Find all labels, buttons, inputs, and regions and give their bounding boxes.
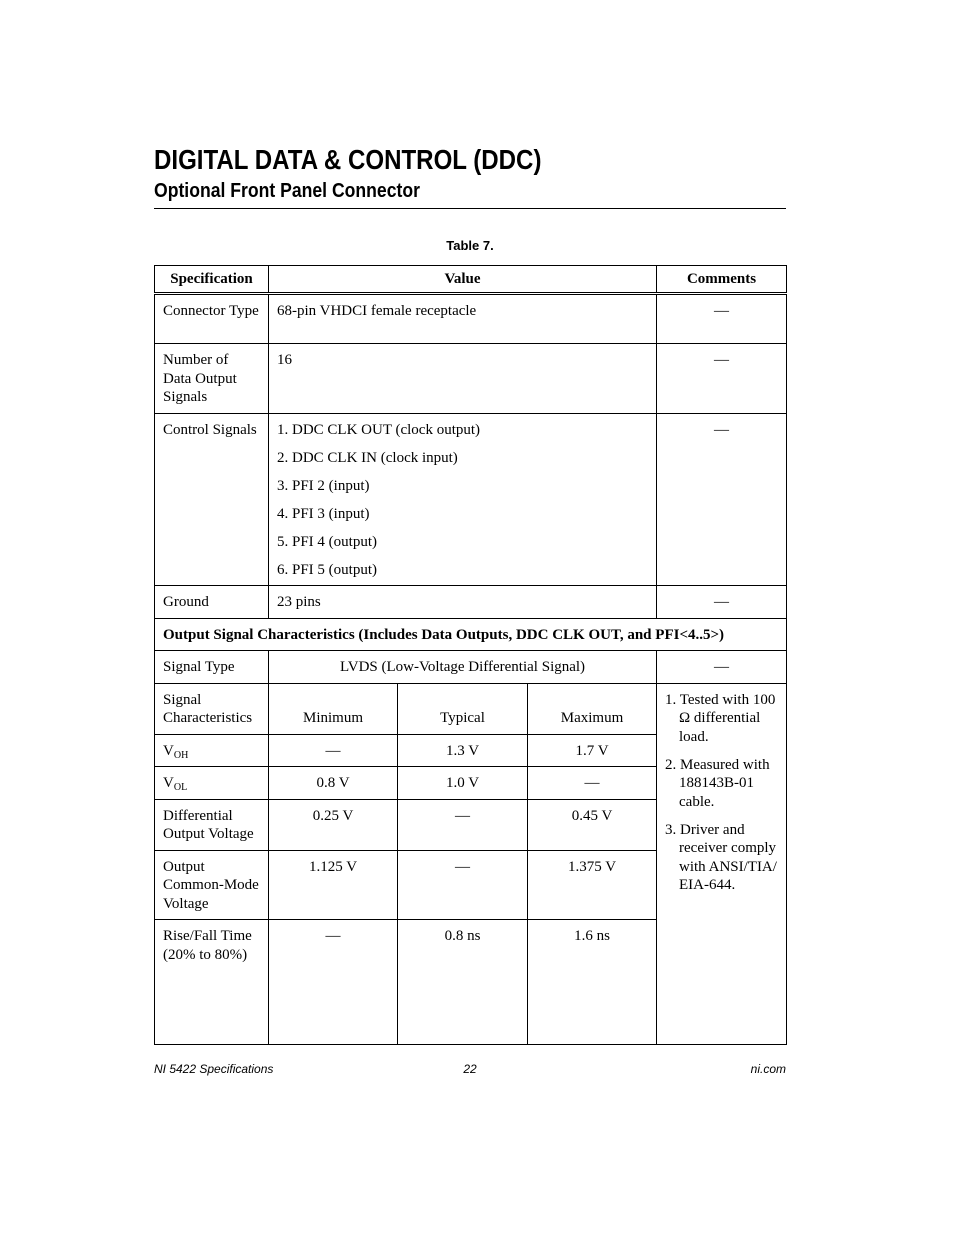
list-item: 4. PFI 3 (input) (277, 505, 370, 522)
value-cell: 16 (269, 344, 657, 414)
control-signals-list (277, 421, 648, 580)
column-header-specification: Specification (155, 266, 269, 294)
minimum-cell: — (269, 920, 398, 1045)
value-cell: 23 pins (269, 586, 657, 619)
list-item: 2. DDC CLK IN (clock input) (277, 449, 458, 466)
page-title: DIGITAL DATA & CONTROL (DDC) (154, 144, 542, 175)
specifications-table (154, 265, 787, 1045)
symbol-subscript: OL (173, 782, 188, 793)
table-row (155, 586, 787, 619)
typical-cell: 0.8 ns (398, 920, 528, 1045)
spec-cell: Connector Type (155, 294, 269, 344)
value-cell (269, 413, 657, 586)
spec-cell: Signal Characteristics (155, 683, 269, 734)
table-header-row (155, 266, 787, 294)
spec-cell: Number of Data Output Signals (155, 344, 269, 414)
column-header-value: Value (269, 266, 657, 294)
table-row (155, 683, 787, 734)
typical-cell: 1.3 V (398, 734, 528, 767)
minimum-cell: 0.25 V (269, 799, 398, 850)
table-row (155, 344, 787, 414)
table-row (155, 294, 787, 344)
title-divider (154, 208, 786, 209)
comment-cell: — (657, 344, 787, 414)
list-item: 6. PFI 5 (output) (277, 561, 378, 578)
table-caption: Table 7. (446, 238, 494, 253)
spec-cell: Differential Output Voltage (155, 799, 269, 850)
maximum-cell: 1.6 ns (528, 920, 657, 1045)
list-item: 2. Measured with 188143B-01 cable. (665, 756, 770, 810)
comments-list (665, 691, 778, 895)
comment-cell: — (657, 413, 787, 586)
list-item: 5. PFI 4 (output) (277, 533, 378, 550)
column-header-maximum: Maximum (528, 683, 657, 734)
footer-document-title: NI 5422 Specifications (154, 1062, 274, 1076)
comment-cell: — (657, 586, 787, 619)
list-item: 1. Tested with 100 Ω differential load. (665, 691, 776, 745)
column-header-typical: Typical (398, 683, 528, 734)
maximum-cell: 1.375 V (528, 850, 657, 920)
typical-cell: — (398, 799, 528, 850)
symbol-label: V (163, 775, 174, 791)
symbol-label: V (163, 742, 174, 759)
footer-page-number: 22 (463, 1062, 477, 1076)
value-cell: 68-pin VHDCI female receptacle (269, 294, 657, 344)
section-header-row (155, 618, 787, 651)
maximum-cell: — (528, 767, 657, 800)
spec-cell: Output Common-Mode Voltage (155, 850, 269, 920)
spec-cell (155, 734, 269, 767)
table-row (155, 651, 787, 684)
minimum-cell: 0.8 V (269, 767, 398, 800)
typical-cell: 1.0 V (398, 767, 528, 800)
spec-cell (155, 767, 269, 800)
footer-website: ni.com (750, 1062, 786, 1076)
spec-cell: Control Signals (155, 413, 269, 586)
list-item: 3. Driver and receiver comply with ANSI/TIA/ EIA-644. (665, 821, 777, 893)
symbol-subscript: OH (173, 749, 189, 761)
characteristics-comments-cell (657, 683, 787, 1045)
section-header: Output Signal Characteristics (Includes Data Outputs, DDC CLK OUT, and PFI<4..5>) (155, 618, 787, 651)
comment-cell: — (657, 294, 787, 344)
minimum-cell: — (269, 734, 398, 767)
spec-cell: Signal Type (155, 651, 269, 684)
list-item: 3. PFI 2 (input) (277, 477, 370, 494)
comment-cell: — (657, 651, 787, 684)
value-cell: LVDS (Low-Voltage Differential Signal) (269, 651, 657, 684)
minimum-cell: 1.125 V (269, 850, 398, 920)
table-row (155, 413, 787, 586)
list-item: 1. DDC CLK OUT (clock output) (277, 421, 481, 438)
column-header-comments: Comments (657, 266, 787, 294)
maximum-cell: 0.45 V (528, 799, 657, 850)
typical-cell: — (398, 850, 528, 920)
page-subtitle: Optional Front Panel Connector (154, 180, 420, 202)
spec-cell: Ground (155, 586, 269, 619)
column-header-minimum: Minimum (269, 683, 398, 734)
spec-cell: Rise/Fall Time (20% to 80%) (155, 920, 269, 1045)
maximum-cell: 1.7 V (528, 734, 657, 767)
